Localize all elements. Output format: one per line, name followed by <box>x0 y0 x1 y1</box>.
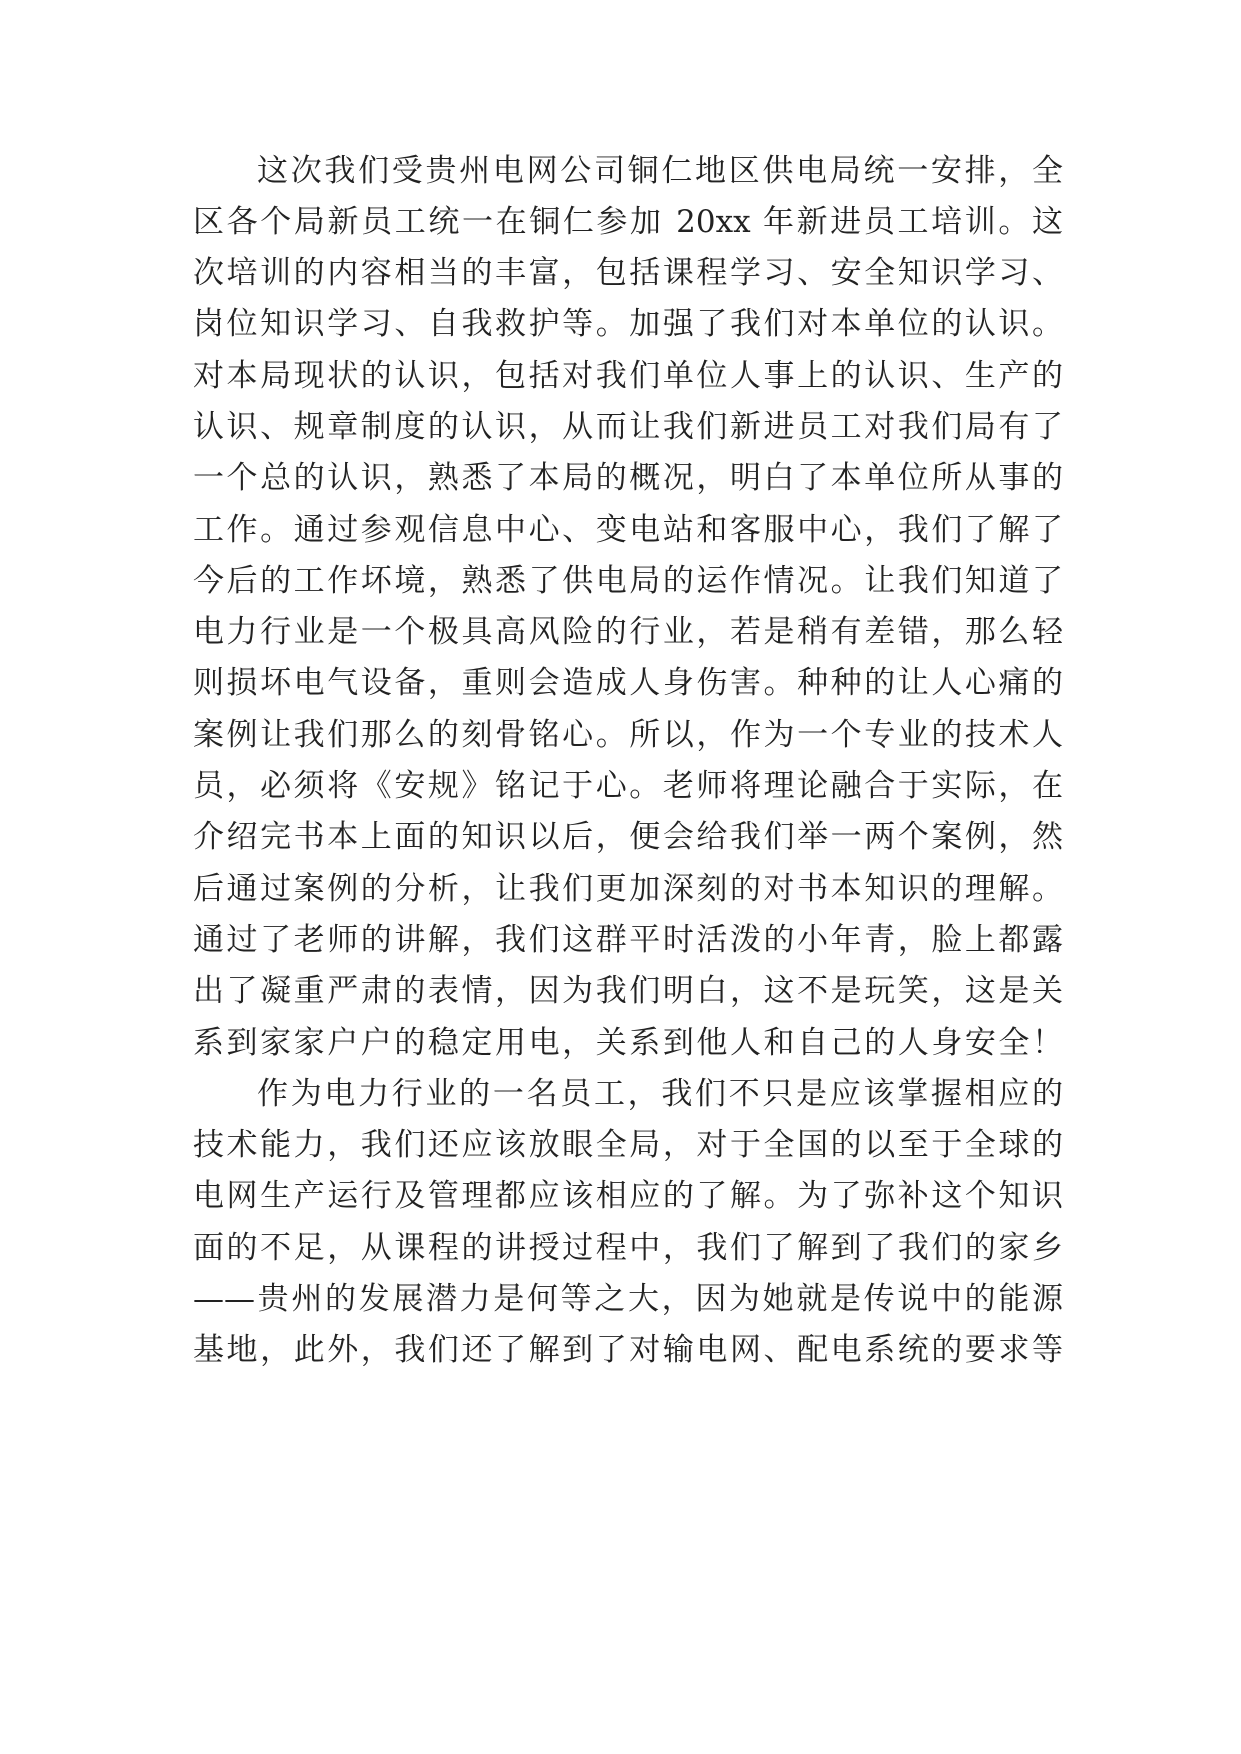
paragraph-1-line-17: 出了凝重严肃的表情，因为我们明白，这不是玩笑，这是关 <box>193 973 1063 1009</box>
paragraph-1-line-3: 次培训的内容相当的丰富，包括课程学习、安全知识学习、 <box>193 255 1063 291</box>
paragraph-1-line-2: 区各个局新员工统一在铜仁参加 20xx 年新进员工培训。这 <box>193 204 1063 240</box>
paragraph-1-line-15: 后通过案例的分析，让我们更加深刻的对书本知识的理解。 <box>193 871 1063 907</box>
paragraph-1-line-6: 认识、规章制度的认识，从而让我们新进员工对我们局有了 <box>193 409 1063 445</box>
paragraph-1-line-4: 岗位知识学习、自我救护等。加强了我们对本单位的认识。 <box>193 306 1063 342</box>
paragraph-2-line-6: 基地，此外，我们还了解到了对输电网、配电系统的要求等 <box>193 1332 1063 1368</box>
paragraph-2-line-2: 技术能力，我们还应该放眼全局，对于全国的以至于全球的 <box>193 1127 1063 1163</box>
paragraph-1-line-8: 工作。通过参观信息中心、变电站和客服中心，我们了解了 <box>193 512 1063 548</box>
paragraph-1-line-13: 员，必须将《安规》铭记于心。老师将理论融合于实际，在 <box>193 768 1063 804</box>
paragraph-1-line-14: 介绍完书本上面的知识以后，便会给我们举一两个案例，然 <box>193 819 1063 855</box>
paragraph-2-line-4: 面的不足，从课程的讲授过程中，我们了解到了我们的家乡 <box>193 1230 1063 1266</box>
paragraph-1-line-10: 电力行业是一个极具高风险的行业，若是稍有差错，那么轻 <box>193 614 1063 650</box>
paragraph-1-line-18: 系到家家户户的稳定用电，关系到他人和自己的人身安全！ <box>193 1025 1063 1061</box>
paragraph-1-line-5: 对本局现状的认识，包括对我们单位人事上的认识、生产的 <box>193 358 1063 394</box>
paragraph-2-line-3: 电网生产运行及管理都应该相应的了解。为了弥补这个知识 <box>193 1178 1063 1214</box>
paragraph-1-line-12: 案例让我们那么的刻骨铭心。所以，作为一个专业的技术人 <box>193 717 1063 753</box>
paragraph-2-line-1: 作为电力行业的一名员工，我们不只是应该掌握相应的 <box>257 1076 1063 1112</box>
paragraph-1-line-16: 通过了老师的讲解，我们这群平时活泼的小年青，脸上都露 <box>193 922 1063 958</box>
paragraph-1-line-9: 今后的工作坏境，熟悉了供电局的运作情况。让我们知道了 <box>193 563 1063 599</box>
paragraph-1-line-1: 这次我们受贵州电网公司铜仁地区供电局统一安排，全 <box>257 153 1063 189</box>
paragraph-2-line-5: ——贵州的发展潜力是何等之大，因为她就是传说中的能源 <box>193 1281 1063 1317</box>
paragraph-1-line-7: 一个总的认识，熟悉了本局的概况，明白了本单位所从事的 <box>193 460 1063 496</box>
paragraph-1-line-11: 则损坏电气设备，重则会造成人身伤害。种种的让人心痛的 <box>193 665 1063 701</box>
